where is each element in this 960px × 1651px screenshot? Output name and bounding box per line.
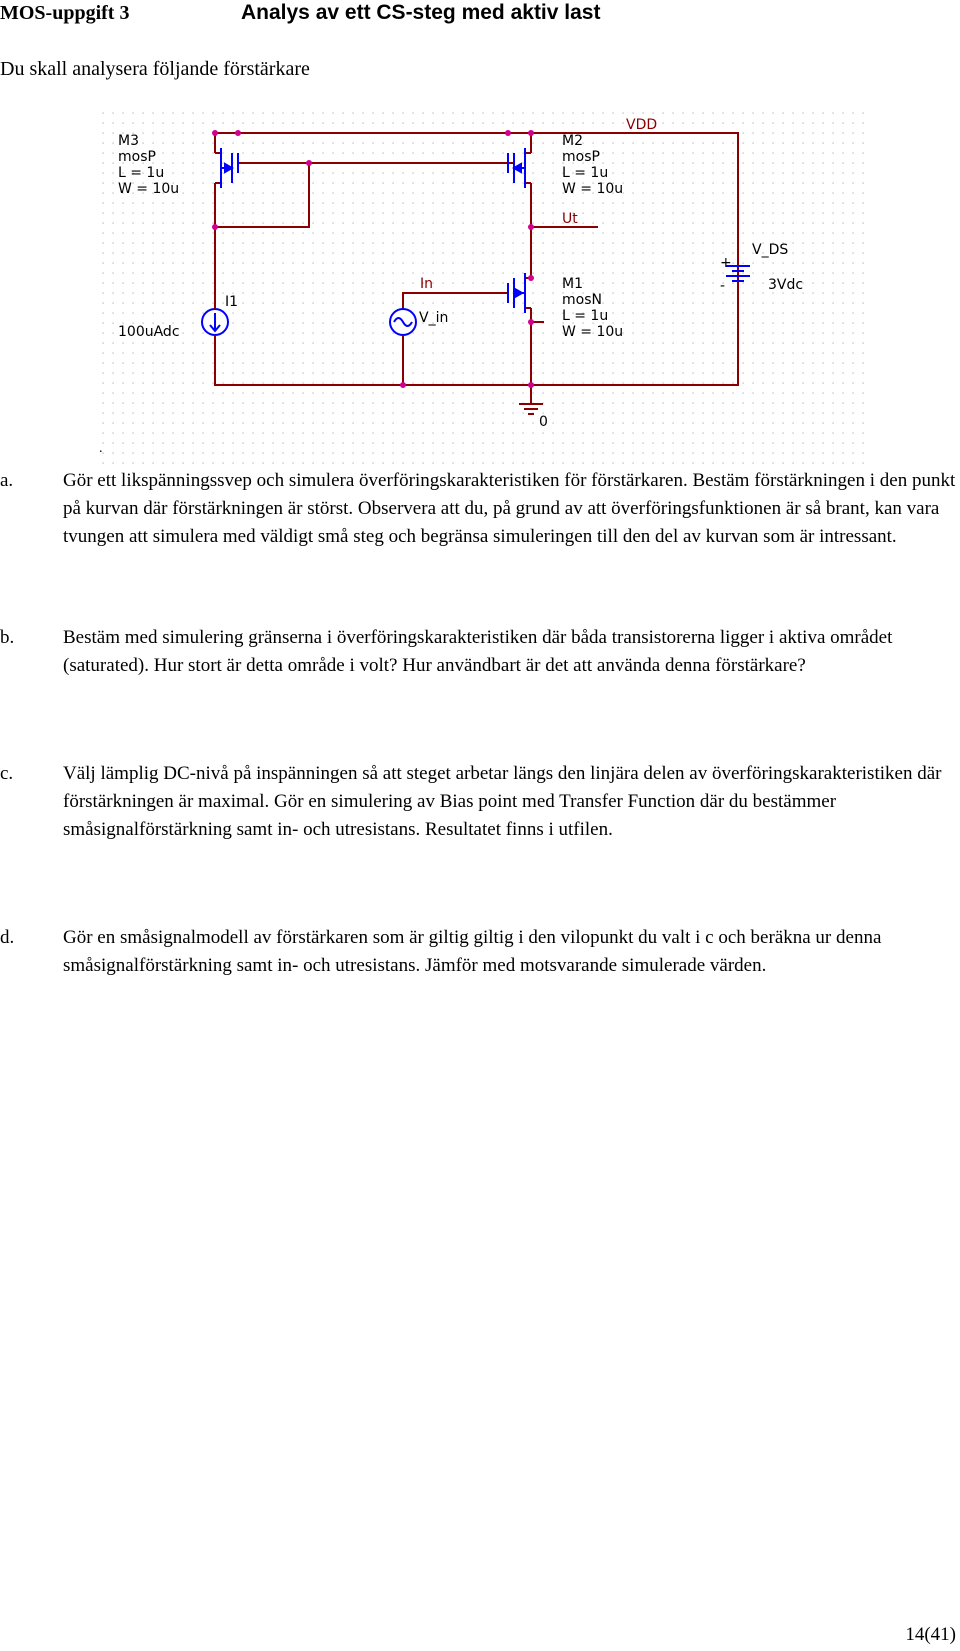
- m2-name: M2: [562, 133, 583, 149]
- vin-name: V_in: [419, 310, 449, 326]
- vds-name: V_DS: [752, 242, 789, 258]
- question-a-letter: a.: [0, 470, 14, 491]
- question-d-letter: d.: [0, 927, 15, 948]
- net-in: In: [420, 276, 434, 292]
- question-b-text: Bestäm med simulering gränserna i överföringskarakteristiken där båda transistorerna ligger i aktiva området (saturated). Hur stort är detta område i volt? Hur användbart är det att använda denna förstärkare?: [63, 627, 893, 676]
- stray-dot: .: [99, 441, 103, 456]
- vds-minus: -: [720, 278, 726, 294]
- question-a: [0, 467, 958, 551]
- m2-width: W = 10u: [562, 181, 624, 197]
- question-c: [0, 760, 958, 844]
- net-vdd: VDD: [626, 117, 658, 133]
- net-ut: Ut: [562, 211, 578, 227]
- m1-width: W = 10u: [562, 324, 624, 340]
- question-d: [0, 924, 958, 980]
- m1-name: M1: [562, 276, 583, 292]
- vds-value: 3Vdc: [768, 277, 804, 293]
- question-a-text: Gör ett likspänningssvep och simulera överföringskarakteristiken för förstärkaren. Bestäm förstärkningen i den punkt på kurvan där förstärkningen är störst. Observera att du, på grund av att överföringsfunktionen är så brant, kan vara tvungen att simulera med väldigt små steg och begränsa simuleringen till den del av kurvan som är intressant.: [63, 470, 956, 547]
- question-c-text: Välj lämplig DC-nivå på inspänningen så att steget arbetar längs den linjära delen av överföringskarakteristiken där förstärkningen är maximal. Gör en simulering av Bias point med Transfer Function där du bestämmer småsignalförstärkning samt in- och utresistans. Resultatet finns i utfilen.: [63, 763, 942, 840]
- intro-text: Du skall analysera följande förstärkare: [0, 58, 310, 80]
- question-d-text: Gör en småsignalmodell av förstärkaren som är giltig giltig i den vilopunkt du valt i c och beräkna ur denna småsignalförstärkning samt in- och utresistans. Jämför med motsvarande simulerade värden.: [63, 927, 882, 976]
- course-label: MOS-uppgift 3: [0, 2, 130, 24]
- m3-length: L = 1u: [118, 165, 165, 181]
- vds-plus: +: [720, 255, 732, 271]
- question-b: [0, 624, 958, 680]
- m2-model: mosP: [562, 149, 600, 165]
- i1-value: 100uAdc: [118, 324, 180, 340]
- question-c-letter: c.: [0, 763, 14, 784]
- question-b-letter: b.: [0, 627, 15, 648]
- voltage-source-vin: [390, 309, 416, 335]
- circuit-schematic: [98, 108, 868, 466]
- page-number: 14(41): [905, 1624, 956, 1645]
- page-title: Analys av ett CS-steg med aktiv last: [241, 1, 601, 24]
- m3-model: mosP: [118, 149, 156, 165]
- m3-name: M3: [118, 133, 139, 149]
- current-source-i1: [202, 309, 228, 335]
- m1-length: L = 1u: [562, 308, 609, 324]
- i1-name: I1: [225, 294, 239, 310]
- net-gnd: 0: [539, 414, 548, 430]
- m3-width: W = 10u: [118, 181, 180, 197]
- grid-background: [98, 108, 868, 466]
- m2-length: L = 1u: [562, 165, 609, 181]
- m1-model: mosN: [562, 292, 602, 308]
